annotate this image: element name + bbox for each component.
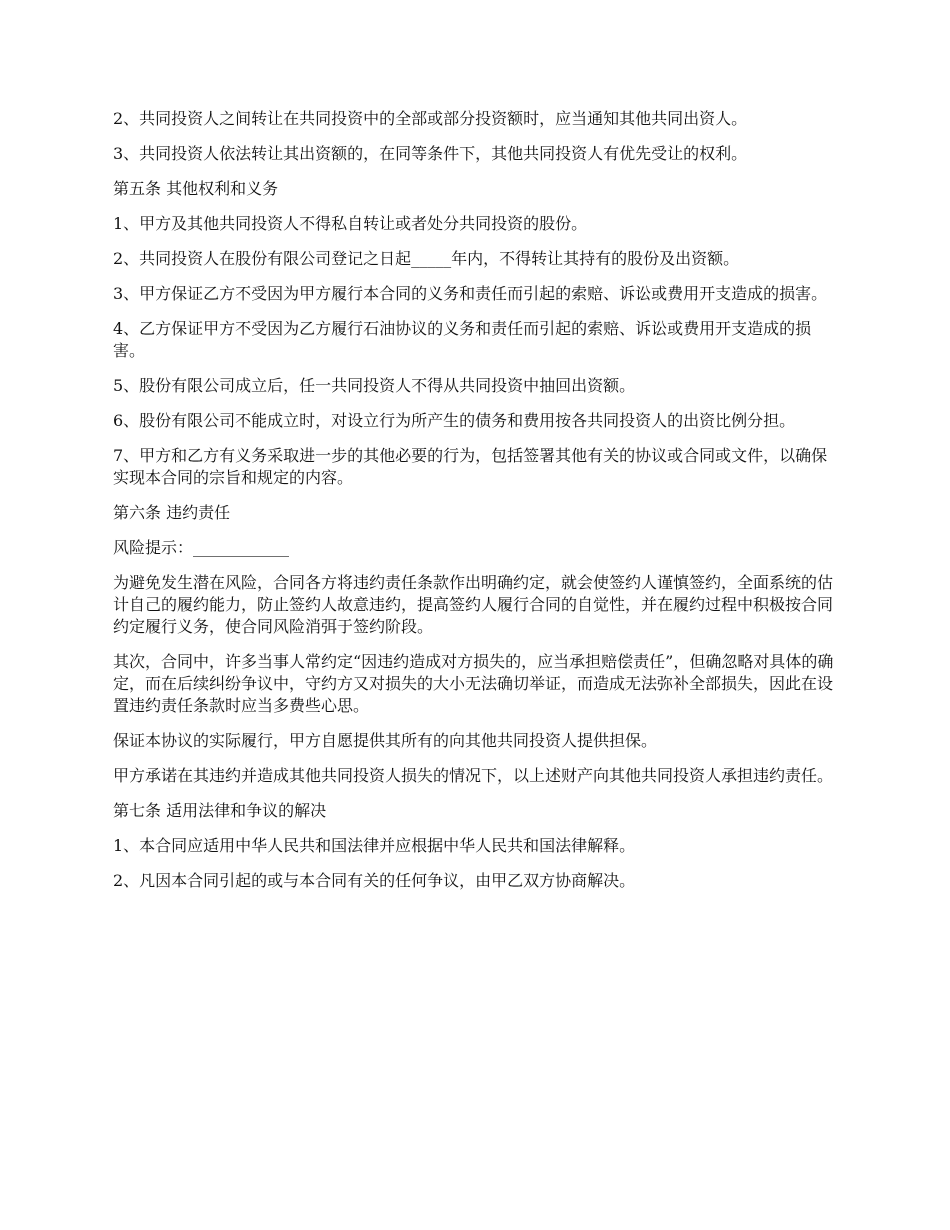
section-heading-article-7: 第七条 适用法律和争议的解决 bbox=[113, 801, 327, 820]
clause-5-item-2: 2、共同投资人在股份有限公司登记之日起_____年内，不得转让其持有的股份及出资额。 bbox=[113, 249, 740, 268]
clause-4-item-2: 2、共同投资人之间转让在共同投资中的全部或部分投资额时，应当通知其他共同出资人。 bbox=[113, 109, 748, 128]
clause-5-item-3: 3、甲方保证乙方不受因为甲方履行本合同的义务和责任而引起的索赔、诉讼或费用开支造成的损害。 bbox=[113, 284, 828, 303]
document-page bbox=[113, 108, 843, 905]
clause-4-item-3: 3、共同投资人依法转让其出资额的，在同等条件下，其他共同投资人有优先受让的权利。 bbox=[113, 144, 748, 163]
section-heading-article-5: 第五条 其他权利和义务 bbox=[113, 179, 279, 198]
risk-paragraph-1: 为避免发生潜在风险，合同各方将违约责任条款作出明确约定，就会使签约人谨慎签约，全面系统的估计自己的履约能力，防止签约人故意违约，提高签约人履行合同的自觉性，并在履约过程中积极按合同约定履行义务，使合同风险消弭于签约阶段。 bbox=[113, 573, 834, 636]
clause-5-item-5: 5、股份有限公司成立后，任一共同投资人不得从共同投资中抽回出资额。 bbox=[113, 376, 636, 395]
clause-5-item-7: 7、甲方和乙方有义务采取进一步的其他必要的行为，包括签署其他有关的协议或合同或文件，以确保实现本合同的宗旨和规定的内容。 bbox=[113, 446, 828, 487]
clause-7-item-2: 2、凡因本合同引起的或与本合同有关的任何争议，由甲乙双方协商解决。 bbox=[113, 871, 636, 890]
clause-5-item-1: 1、甲方及其他共同投资人不得私自转让或者处分共同投资的股份。 bbox=[113, 214, 588, 233]
clause-5-item-4: 4、乙方保证甲方不受因为乙方履行石油协议的义务和责任而引起的索赔、诉讼或费用开支造成的损害。 bbox=[113, 319, 812, 360]
liability-paragraph: 甲方承诺在其违约并造成其他共同投资人损失的情况下，以上述财产向其他共同投资人承担违约责任。 bbox=[113, 766, 834, 785]
guarantee-paragraph: 保证本协议的实际履行，甲方自愿提供其所有的向其他共同投资人提供担保。 bbox=[113, 731, 658, 750]
clause-5-item-6: 6、股份有限公司不能成立时，对设立行为所产生的债务和费用按各共同投资人的出资比例分担。 bbox=[113, 411, 796, 430]
clause-7-item-1: 1、本合同应适用中华人民共和国法律并应根据中华人民共和国法律解释。 bbox=[113, 836, 636, 855]
risk-paragraph-2: 其次，合同中，许多当事人常约定“因违约造成对方损失的，应当承担赔偿责任”，但确忽略对具体的确定，而在后续纠纷争议中，守约方又对损失的大小无法确切举证，而造成无法弥补全部损失，因此在设置违约责任条款时应当多费些心思。 bbox=[113, 652, 834, 715]
risk-notice: 风险提示：____________ bbox=[113, 538, 290, 557]
section-heading-article-6: 第六条 违约责任 bbox=[113, 503, 231, 522]
